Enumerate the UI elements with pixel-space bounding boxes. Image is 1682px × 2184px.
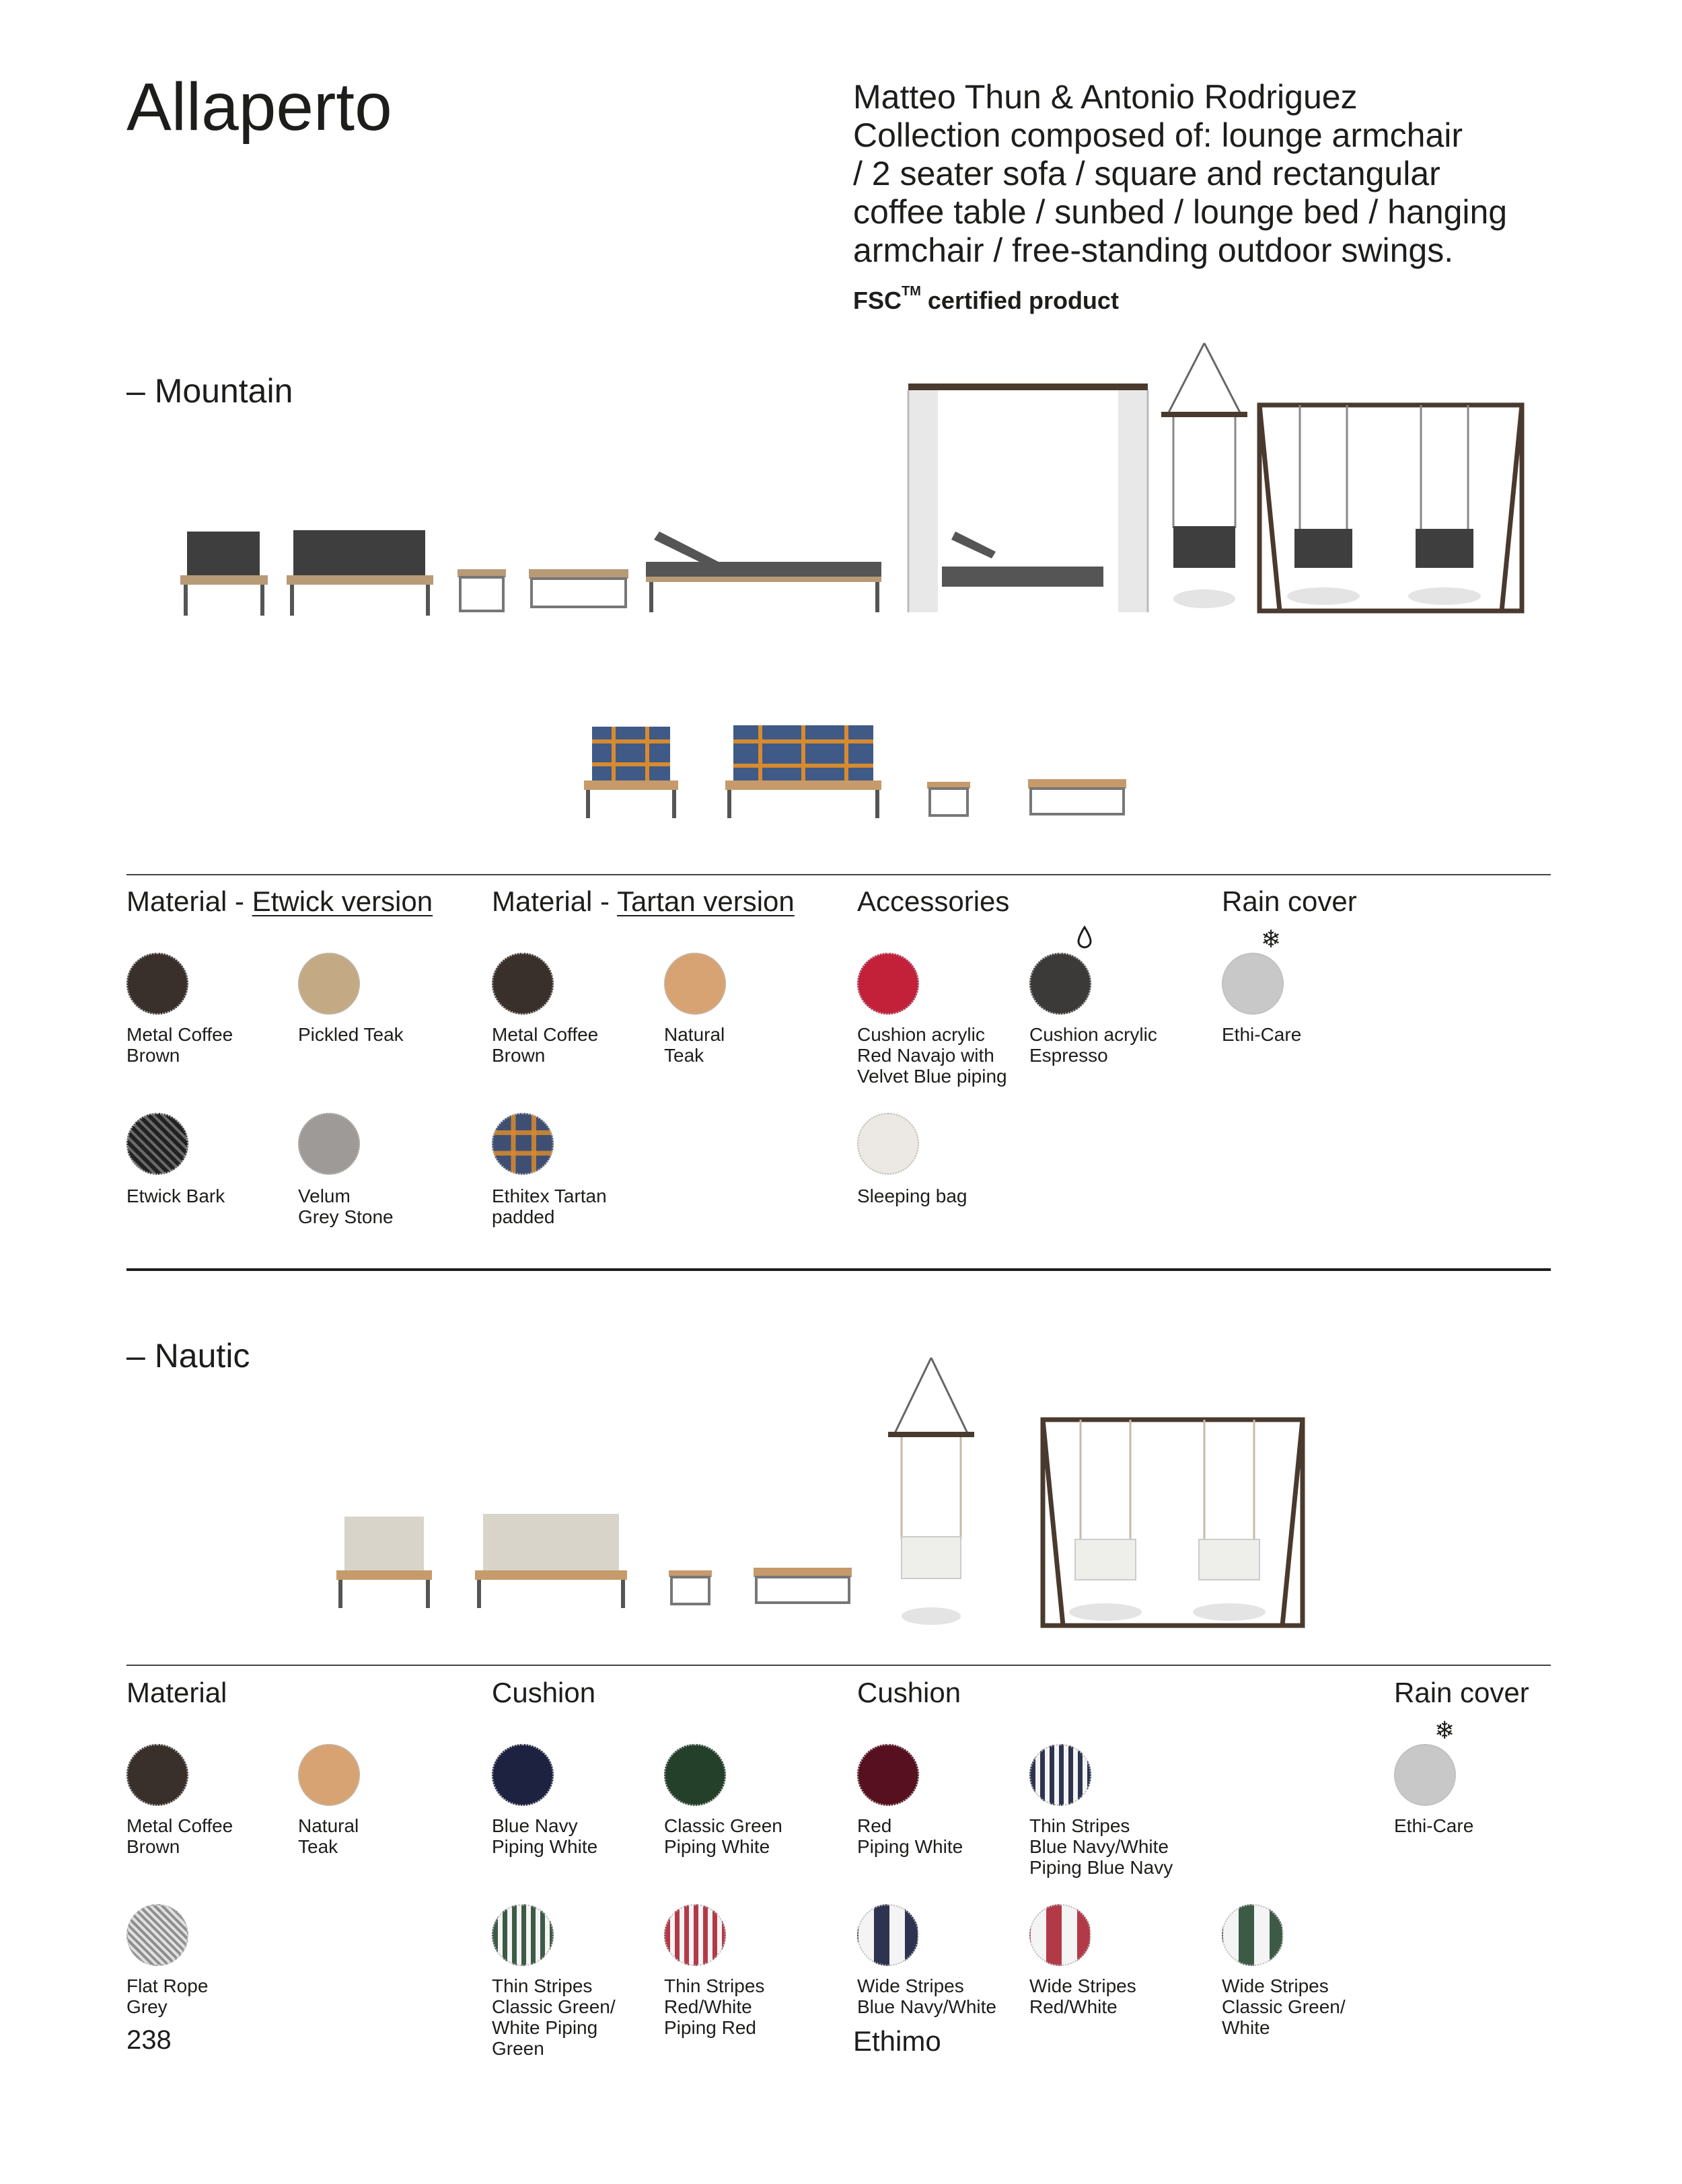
lounge-bed: [908, 384, 1148, 612]
swatch-label-line: Cushion acrylic: [857, 1024, 985, 1045]
swatch-label-line: Teak: [298, 1836, 338, 1857]
header-material-etwick: [126, 885, 433, 918]
sofa-nautic: [475, 1514, 627, 1608]
swatch-label: [298, 1815, 359, 1857]
swatch-etwick-bark: [126, 1113, 188, 1175]
mountain-divider: [126, 874, 1551, 875]
swatch-thin-stripes-blue-navy: [1029, 1744, 1091, 1806]
intro-line: coffee table / sunbed / lounge bed / hanging: [853, 193, 1508, 231]
swatch-label-line: Natural: [298, 1815, 359, 1836]
intro-line: armchair / free-standing outdoor swings.: [853, 231, 1454, 269]
nautic-divider: [126, 1665, 1551, 1666]
swatch-wide-stripes-red: [1029, 1904, 1091, 1966]
swatch-label-line: Classic Green: [664, 1815, 782, 1836]
swatch-label-line: Velvet Blue piping: [857, 1066, 1007, 1087]
swatch-label-line: Blue Navy/White: [1029, 1836, 1169, 1857]
swatch-label: [857, 1975, 996, 2017]
swatch-label-line: White: [1222, 2017, 1270, 2038]
swatch-label-line: Teak: [664, 1045, 704, 1066]
rectangular-coffee-table-nautic: [754, 1568, 852, 1603]
lounge-armchair-etwick: [180, 532, 268, 616]
swatch-wide-stripes-classic-green: [1222, 1904, 1284, 1966]
swatch-metal-coffee-brown: [126, 953, 188, 1015]
swatch-label-line: Velum: [298, 1186, 351, 1206]
swatch-label-line: Brown: [126, 1045, 180, 1066]
header-link-etwick: Etwick version: [252, 885, 433, 917]
swatch-metal-coffee-brown: [126, 1744, 188, 1806]
intro-line: / 2 seater sofa / square and rectangular: [853, 155, 1440, 192]
swatch-label-line: Piping White: [664, 1836, 770, 1857]
snowflake-icon: ❄: [1261, 925, 1282, 953]
square-coffee-table-nautic: [669, 1570, 712, 1604]
square-coffee-table: [458, 569, 506, 611]
swatch-label-line: Thin Stripes: [664, 1975, 765, 1996]
swatch-label: [298, 1024, 404, 1045]
hanging-armchair-nautic: [888, 1358, 974, 1625]
swatch-label-line: Wide Stripes: [1222, 1975, 1329, 1996]
swatch-label-line: Ethitex Tartan: [492, 1186, 607, 1206]
sofa-etwick: [287, 530, 433, 616]
swatch-label: [126, 1975, 208, 2017]
swatch-label-line: Blue Navy: [492, 1815, 578, 1836]
swatch-label-line: Blue Navy/White: [857, 1996, 996, 2017]
swatch-label-line: Etwick Bark: [126, 1186, 225, 1206]
swatch-thin-stripes-classic-green: [492, 1904, 554, 1966]
swatch-sleeping-bag: [857, 1113, 919, 1175]
swatch-label-line: Ethi-Care: [1222, 1024, 1302, 1045]
swatch-label-line: Ethi-Care: [1394, 1815, 1474, 1836]
swatch-label-line: Wide Stripes: [857, 1975, 964, 1996]
swatch-label-line: Classic Green/: [492, 1996, 616, 2017]
section-divider: [126, 1268, 1551, 1271]
swatch-label-line: Metal Coffee: [492, 1024, 599, 1045]
swatch-label: [664, 1975, 764, 2038]
mountain-products-illustration: [0, 330, 1682, 841]
header-cushion: Cushion: [857, 1677, 961, 1708]
swatch-label: [1029, 1815, 1173, 1878]
swatch-thin-stripes-red: [664, 1904, 726, 1966]
sunbed: [646, 532, 881, 612]
fsc-certification: [853, 284, 1119, 315]
swatch-label-line: Piping White: [857, 1836, 963, 1857]
hanging-armchair: [1161, 343, 1247, 608]
swatch-ethitex-tartan: [492, 1113, 554, 1175]
swatch-label: [1222, 1975, 1346, 2038]
swatch-metal-coffee-brown: [492, 953, 554, 1015]
swatch-label-line: Thin Stripes: [1029, 1815, 1130, 1836]
rectangular-coffee-table-tartan: [1028, 779, 1126, 814]
swatch-cushion-espresso: [1029, 953, 1091, 1015]
brand-name: Ethimo: [853, 2025, 941, 2057]
swatch-label: [857, 1815, 963, 1857]
swatch-label-line: Red Navajo with: [857, 1045, 994, 1066]
swatch-label: [664, 1024, 725, 1066]
swatch-ethi-care: [1222, 953, 1284, 1015]
header-material: Material: [126, 1677, 227, 1708]
swatch-label-line: Piping Blue Navy: [1029, 1857, 1173, 1878]
snowflake-icon: ❄: [1434, 1716, 1455, 1744]
section-title-nautic: – Nautic: [126, 1337, 250, 1375]
swatch-label-line: Red/White: [664, 1996, 752, 2017]
swatch-label-line: Red: [857, 1815, 892, 1836]
square-coffee-table-tartan: [927, 782, 970, 815]
swatch-label: [126, 1186, 225, 1206]
lounge-armchair-tartan: [584, 727, 678, 818]
swatch-label-line: Grey: [126, 1996, 168, 2017]
nautic-products-illustration: [0, 1346, 1682, 1642]
swatch-label: [298, 1186, 394, 1227]
swatch-wide-stripes-blue-navy: [857, 1904, 919, 1966]
sofa-tartan: [725, 725, 881, 818]
free-standing-swing-nautic: [1043, 1420, 1303, 1626]
swatch-label-line: Green: [492, 2038, 544, 2059]
header-prefix: Material -: [492, 885, 617, 917]
swatch-natural-teak: [298, 1744, 360, 1806]
swatch-label-line: White Piping: [492, 2017, 598, 2038]
swatch-label-line: Espresso: [1029, 1045, 1108, 1066]
section-title-mountain: – Mountain: [126, 372, 293, 410]
header-rain-cover: Rain cover: [1394, 1677, 1529, 1708]
page-number: 238: [126, 2025, 172, 2055]
swatch-label-line: Metal Coffee: [126, 1024, 233, 1045]
swatch-label-line: Piping White: [492, 1836, 598, 1857]
swatch-ethi-care: [1394, 1744, 1456, 1806]
swatch-label: [1029, 1975, 1136, 2017]
lounge-armchair-nautic: [336, 1517, 432, 1608]
swatch-label: [126, 1815, 233, 1857]
swatch-blue-navy: [492, 1744, 554, 1806]
swatch-red: [857, 1744, 919, 1806]
header-material-tartan: [492, 885, 795, 918]
swatch-label-line: Red/White: [1029, 1996, 1118, 2017]
intro-line: Matteo Thun & Antonio Rodriguez: [853, 78, 1358, 116]
swatch-label: [857, 1024, 1007, 1087]
swatch-label: [1394, 1815, 1473, 1836]
swatch-label: [492, 1024, 598, 1066]
swatch-label-line: Sleeping bag: [857, 1186, 967, 1206]
header-link-tartan: Tartan version: [616, 885, 795, 917]
swatch-label-line: padded: [492, 1206, 555, 1227]
swatch-label: [857, 1186, 967, 1206]
free-standing-swing: [1259, 405, 1522, 611]
swatch-label: [126, 1024, 233, 1066]
swatch-label-line: Grey Stone: [298, 1206, 394, 1227]
swatch-label-line: Piping Red: [664, 2017, 756, 2038]
header-rain-cover: Rain cover: [1222, 885, 1357, 917]
header-prefix: Material -: [126, 885, 252, 917]
swatch-velum-grey-stone: [298, 1113, 360, 1175]
header-accessories: Accessories: [857, 885, 1010, 917]
swatch-flat-rope-grey: [126, 1904, 188, 1966]
collection-description: [853, 78, 1627, 270]
swatch-label: [492, 1975, 616, 2059]
swatch-label: [1222, 1024, 1301, 1045]
swatch-cushion-red-navajo: [857, 953, 919, 1015]
page-title: Allaperto: [126, 69, 392, 145]
swatch-label-line: Thin Stripes: [492, 1975, 593, 1996]
swatch-label: [1029, 1024, 1157, 1066]
header-cushion: Cushion: [492, 1677, 596, 1708]
swatch-label-line: Wide Stripes: [1029, 1975, 1136, 1996]
rectangular-coffee-table: [529, 569, 628, 607]
water-drop-icon: [1076, 926, 1093, 949]
swatch-classic-green: [664, 1744, 726, 1806]
fsc-label: FSC: [853, 287, 902, 314]
swatch-label: [664, 1815, 782, 1857]
swatch-label-line: Brown: [492, 1045, 546, 1066]
swatch-pickled-teak: [298, 953, 360, 1015]
swatch-label-line: Flat Rope: [126, 1975, 209, 1996]
swatch-label-line: Pickled Teak: [298, 1024, 404, 1045]
swatch-label: [492, 1186, 607, 1227]
fsc-text: certified product: [927, 287, 1119, 314]
swatch-label-line: Cushion acrylic: [1029, 1024, 1157, 1045]
swatch-label: [492, 1815, 597, 1857]
swatch-label-line: Natural: [664, 1024, 725, 1045]
swatch-natural-teak: [664, 953, 726, 1015]
swatch-label-line: Brown: [126, 1836, 180, 1857]
swatch-label-line: Metal Coffee: [126, 1815, 233, 1836]
swatch-label-line: Classic Green/: [1222, 1996, 1346, 2017]
fsc-trademark: TM: [902, 284, 921, 299]
intro-line: Collection composed of: lounge armchair: [853, 116, 1463, 154]
